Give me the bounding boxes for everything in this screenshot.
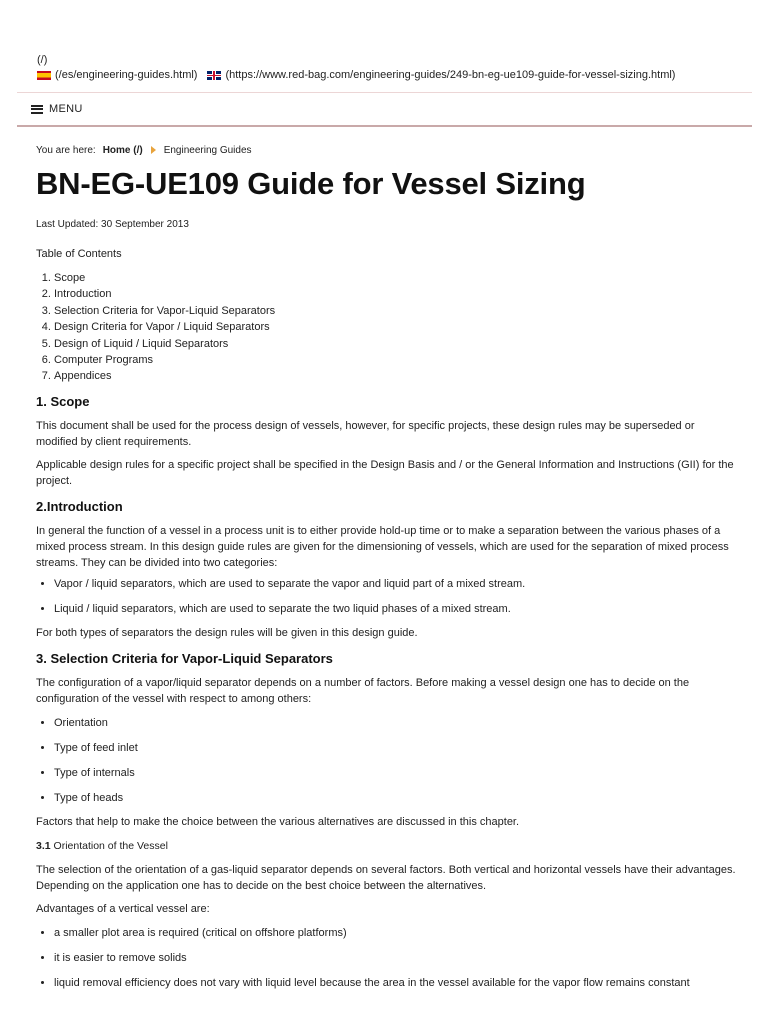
breadcrumb-home-link[interactable]: Home (/): [102, 144, 143, 156]
breadcrumb-arrow-icon: [151, 146, 156, 154]
paragraph: The selection of the orientation of a gas-liquid separator depends on several factors. Both vertical and horizontal vessels have their advantages. Depending on the application one has to decide on the best choice between the alternatives.: [36, 863, 736, 892]
toc-item[interactable]: 5. Design of Liquid / Liquid Separators: [54, 336, 736, 352]
breadcrumb: [36, 143, 736, 157]
breadcrumb-label: You are here:: [36, 144, 96, 156]
paragraph: For both types of separators the design rules will be given in this design guide.: [36, 626, 418, 639]
menu-button[interactable]: [31, 103, 83, 115]
toc-title: Table of Contents: [36, 248, 122, 260]
header-divider: [17, 92, 752, 93]
bullet-list: [36, 715, 736, 806]
list-item: • Type of feed inlet: [54, 740, 736, 756]
uk-flag-icon[interactable]: [207, 71, 221, 80]
lang-en-link[interactable]: (https://www.red-bag.com/engineering-guides/249-bn-eg-ue109-guide-for-vessel-sizing.html): [225, 69, 676, 81]
toc-item[interactable]: 2. Introduction: [54, 286, 736, 302]
table-of-contents: [36, 270, 736, 385]
hamburger-icon: [31, 105, 43, 114]
paragraph: The configuration of a vapor/liquid separator depends on a number of factors. Before making a vessel design one has to decide on the configuration of the vessel with respect to among others:: [36, 676, 690, 705]
toc-item[interactable]: 7. Appendices: [54, 368, 736, 384]
bullet-list: [36, 925, 736, 991]
list-item: • Type of heads: [54, 790, 736, 806]
breadcrumb-current: Engineering Guides: [163, 144, 252, 156]
toc-item[interactable]: 3. Selection Criteria for Vapor-Liquid Separators: [54, 303, 736, 319]
paragraph: Factors that help to make the choice between the various alternatives are discussed in this chapter.: [36, 815, 520, 828]
bullet-list: [36, 576, 736, 617]
list-item: • Liquid / liquid separators, which are used to separate the two liquid phases of a mixed stream.: [54, 601, 736, 617]
home-link[interactable]: (/): [37, 54, 48, 66]
list-item: • Orientation: [54, 715, 736, 731]
list-item: • Type of internals: [54, 765, 736, 781]
toc-item[interactable]: 4. Design Criteria for Vapor / Liquid Separators: [54, 319, 736, 335]
toc-item[interactable]: 6. Computer Programs: [54, 352, 736, 368]
toc-item[interactable]: 1. Scope: [54, 270, 736, 286]
menu-divider: [17, 125, 752, 127]
language-switcher: [37, 69, 675, 81]
article: [36, 143, 736, 991]
section-heading-scope: 1. Scope: [36, 393, 90, 409]
menu-label: MENU: [49, 103, 83, 115]
lang-es-link[interactable]: (/es/engineering-guides.html): [55, 69, 198, 81]
list-item: • a smaller plot area is required (critical on offshore platforms): [54, 925, 736, 941]
subsection-heading-orientation: 3.1 Orientation of the Vessel: [36, 839, 168, 852]
list-item: • it is easier to remove solids: [54, 950, 736, 966]
list-item: • liquid removal efficiency does not vary with liquid level because the area in the vessel available for the vapor flow remains constant: [54, 975, 736, 991]
paragraph: Applicable design rules for a specific project shall be specified in the Design Basis and / or the General Information and Instructions (GII) for the project.: [36, 458, 734, 487]
list-item: • Vapor / liquid separators, which are used to separate the vapor and liquid part of a mixed stream.: [54, 576, 736, 592]
last-updated: Last Updated: 30 September 2013: [36, 219, 189, 230]
paragraph: Advantages of a vertical vessel are:: [36, 902, 210, 915]
paragraph: This document shall be used for the process design of vessels, however, for specific projects, these design rules may be superseded or modified by client requirements.: [36, 419, 695, 448]
spain-flag-icon[interactable]: [37, 71, 51, 80]
section-heading-selection-criteria: 3. Selection Criteria for Vapor-Liquid Separators: [36, 650, 333, 666]
paragraph: In general the function of a vessel in a process unit is to either provide hold-up time or to make a separation between the various phases of a mixed process stream. In this design guide rules are given for the dimensioning of vessels, which are used for the separation of mixed process streams. They can be divided into two categories:: [36, 524, 729, 569]
page-title: BN-EG-UE109 Guide for Vessel Sizing: [36, 166, 586, 201]
section-heading-introduction: 2.Introduction: [36, 498, 123, 514]
